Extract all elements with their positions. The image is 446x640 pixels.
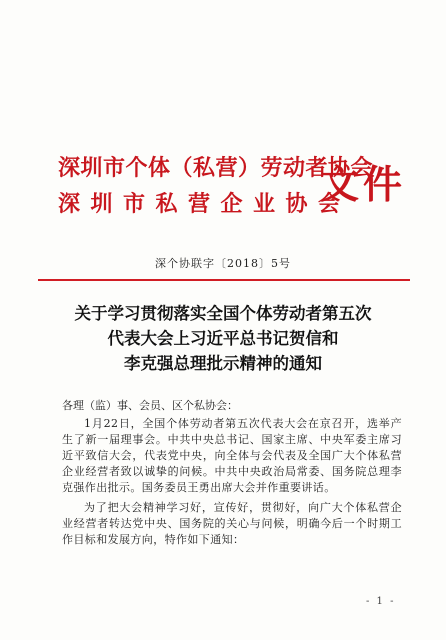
document-title — [0, 301, 446, 376]
body-paragraph-1: 1月22日，全国个体劳动者第五次代表大会在京召开，选举产生了新一届理事会。中共中央总书记、国家主席、中央军委主席习近平致信大会，代表党中央，向全体与会代表及全国广大个体私营企业经营者致以诚挚的问候。中共中央政治局常委、国务院总理李克强作出批示。国务委员王勇出席大会并作重要讲话。 — [62, 417, 402, 494]
document-type-label: 文件 — [320, 162, 407, 208]
salutation: 各理（监）事、会员、区个私协会： — [62, 399, 238, 412]
org-name-line-1: 深圳市个体（私营）劳动者协会 — [58, 155, 374, 181]
red-divider-line — [38, 279, 410, 281]
page-number: - 1 - — [366, 596, 396, 607]
title-line-1: 关于学习贯彻落实全国个体劳动者第五次 — [74, 304, 372, 323]
body-paragraph-2: 为了把大会精神学习好，宣传好，贯彻好，向广大个体私营企业经营者转达党中央、国务院的关心与问候，明确今后一个时期工作目标和发展方向，特作如下通知： — [62, 501, 402, 546]
document-body — [62, 398, 402, 552]
org-name-line-2: 深圳市私营企业协会 — [58, 191, 351, 217]
document-number: 深个协联字〔2018〕5号 — [155, 257, 291, 270]
title-line-2: 代表大会上习近平总书记贺信和 — [107, 329, 339, 348]
title-line-3: 李克强总理批示精神的通知 — [124, 354, 322, 373]
